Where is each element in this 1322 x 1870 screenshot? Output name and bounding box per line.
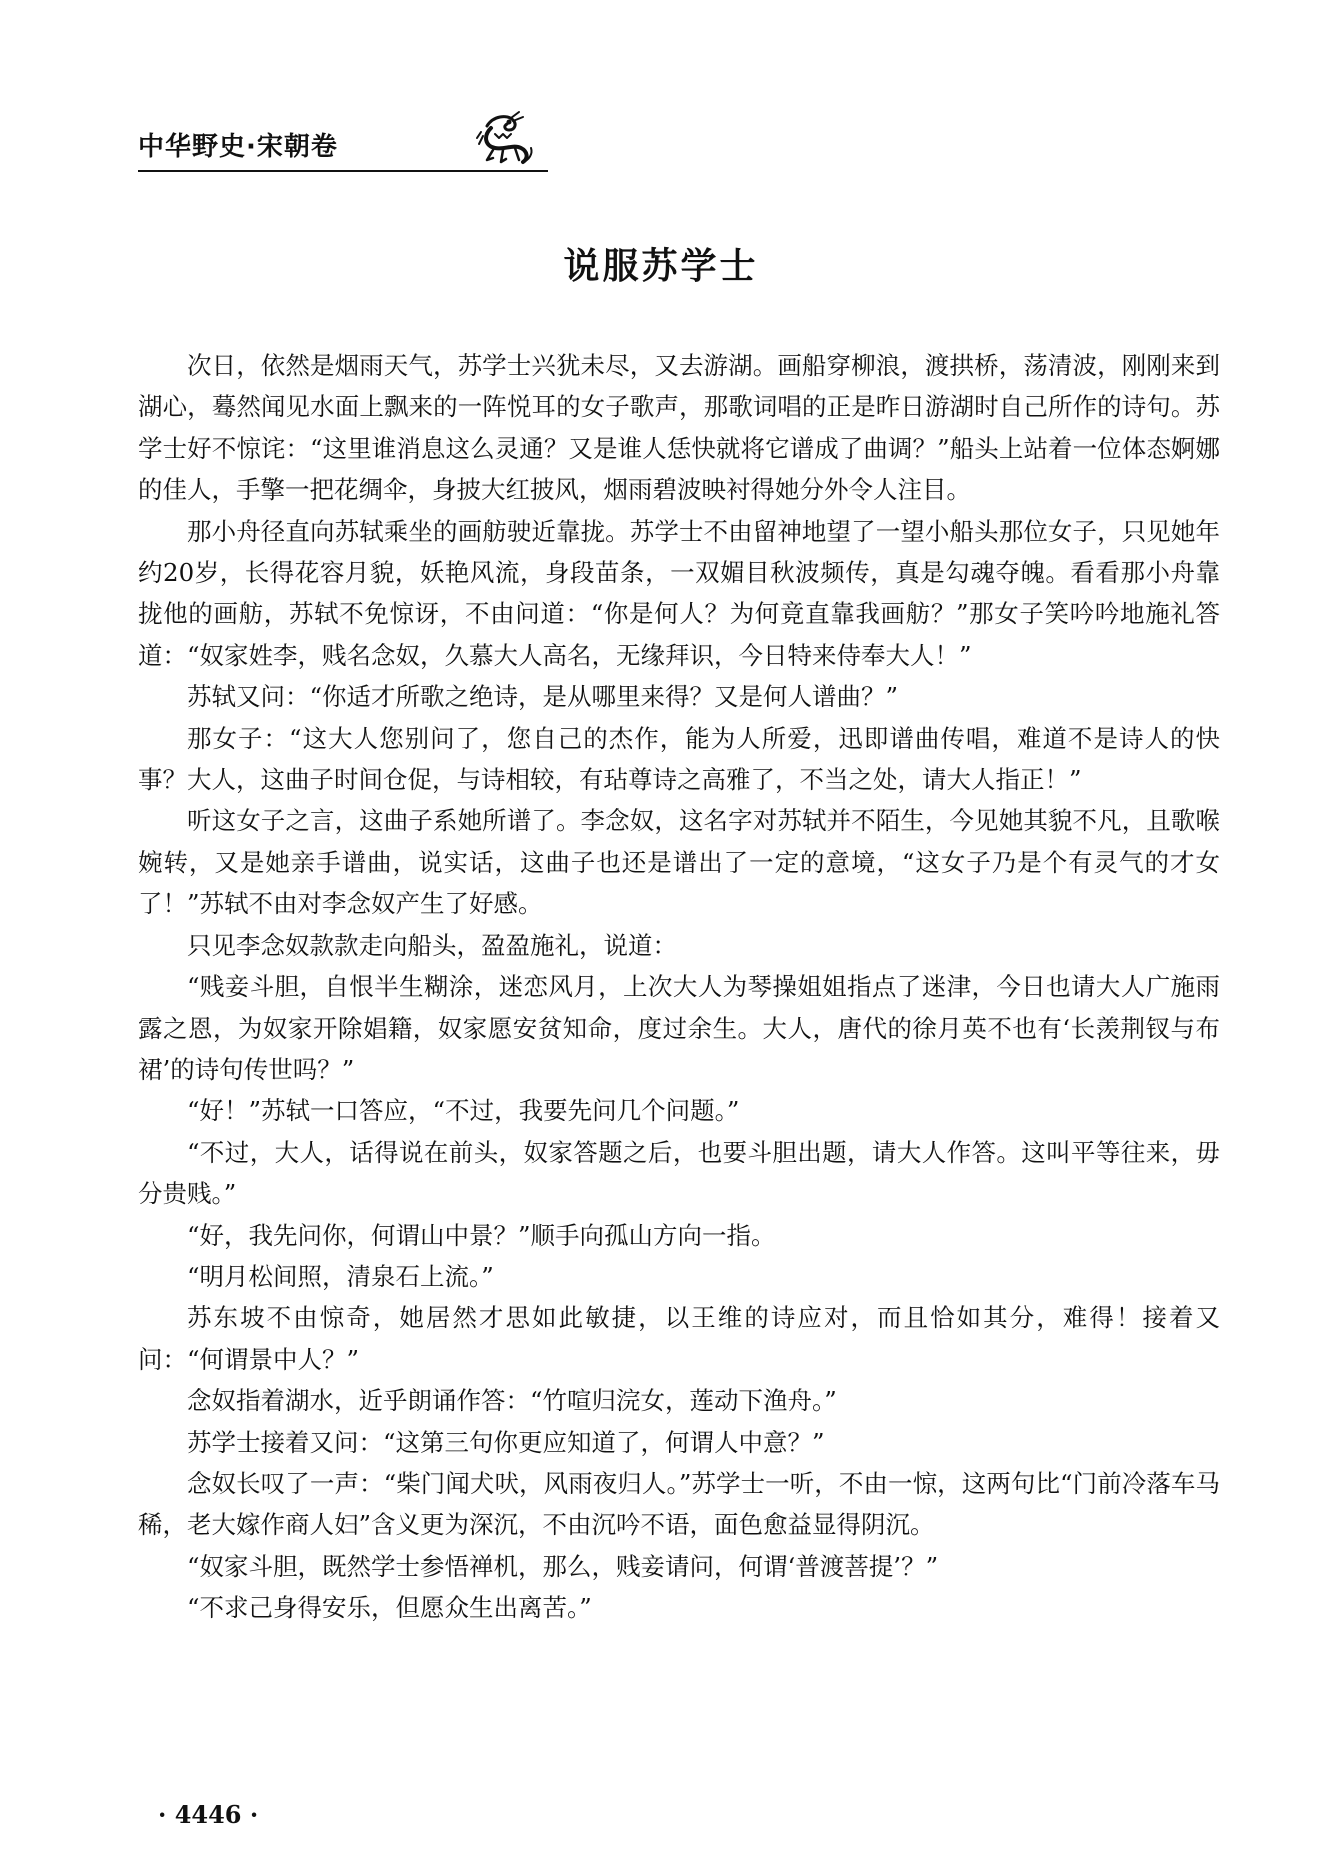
paragraph: “好！”苏轼一口答应，“不过，我要先问几个问题。”: [187, 1096, 740, 1126]
paragraph: 那小舟径直向苏轼乘坐的画舫驶近靠拢。苏学士不由留神地望了一望小船头那位女子，只见她年约20岁，长得花容月貌，妖艳风流，身段苗条，一双媚目秋波频传，真是勾魂夺魄。看看那小舟靠拢他的画舫，苏轼不免惊讶，不由问道：“你是何人？为何竟直靠我画舫？”那女子笑吟吟地施礼答道：“奴家姓李，贱名念奴，久慕大人高名，无缘拜识，今日特来侍奉大人！”: [138, 516, 1220, 670]
dragon-icon: [473, 110, 535, 166]
paragraph: 只见李念奴款款走向船头，盈盈施礼，说道：: [187, 930, 677, 960]
paragraph: “不求己身得安乐，但愿众生出离苦。”: [187, 1593, 592, 1623]
running-header: [138, 118, 548, 170]
paragraph: “不过，大人，话得说在前头，奴家答题之后，也要斗胆出题，请大人作答。这叫平等往来，毋分贵贱。”: [138, 1137, 1220, 1209]
paragraph: 次日，依然是烟雨天气，苏学士兴犹未尽，又去游湖。画船穿柳浪，渡拱桥，荡清波，刚刚来到湖心，蓦然闻见水面上飘来的一阵悦耳的女子歌声，那歌词唱的正是昨日游湖时自己所作的诗句。苏学士好不惊诧：“这里谁消息这么灵通？又是谁人恁快就将它谱成了曲调？”船头上站着一位体态婀娜的佳人，手擎一把花绸伞，身披大红披风，烟雨碧波映衬得她分外令人注目。: [138, 351, 1220, 505]
paragraph: “明月松间照，清泉石上流。”: [187, 1261, 494, 1291]
paragraph: 苏东坡不由惊奇，她居然才思如此敏捷，以王维的诗应对，而且恰如其分，难得！接着又问：“何谓景中人？”: [138, 1303, 1220, 1374]
paragraph: “贱妾斗胆，自恨半生糊涂，迷恋风月，上次大人为琴操姐姐指点了迷津，今日也请大人广施雨露之恩，为奴家开除娼籍，奴家愿安贫知命，度过余生。大人，唐代的徐月英不也有‘长羡荆钗与布裙’的诗句传世吗？”: [138, 972, 1220, 1084]
header-rule: [138, 170, 548, 172]
page-number: · 4446 ·: [158, 1800, 259, 1829]
paragraph: “奴家斗胆，既然学士参悟禅机，那么，贱妾请问，何谓‘普渡菩提’？”: [187, 1551, 939, 1581]
chapter-title: 说服苏学士: [563, 246, 759, 287]
paragraph: 听这女子之言，这曲子系她所谱了。李念奴，这名字对苏轼并不陌生，今见她其貌不凡，且歌喉婉转，又是她亲手谱曲，说实话，这曲子也还是谱出了一定的意境，“这女子乃是个有灵气的才女了！”苏轼不由对李念奴产生了好感。: [138, 806, 1220, 919]
paragraph: 念奴指着湖水，近乎朗诵作答：“竹喧归浣女，莲动下渔舟。”: [187, 1386, 837, 1416]
paragraph: 念奴长叹了一声：“柴门闻犬吠，风雨夜归人。”苏学士一听，不由一惊，这两句比“门前冷落车马稀，老大嫁作商人妇”含义更为深沉，不由沉吟不语，面色愈益显得阴沉。: [138, 1468, 1220, 1540]
body-text: [138, 345, 1220, 1629]
book-title: 中华野史·宋朝卷: [138, 132, 338, 162]
paragraph: 苏轼又问：“你适才所歌之绝诗，是从哪里来得？又是何人谱曲？”: [187, 682, 899, 712]
paragraph: “好，我先问你，何谓山中景？”顺手向孤山方向一指。: [187, 1220, 776, 1250]
paragraph: 苏学士接着又问：“这第三句你更应知道了，何谓人中意？”: [187, 1427, 825, 1457]
paragraph: 那女子：“这大人您别问了，您自己的杰作，能为人所爱，迅即谱曲传唱，难道不是诗人的快事？大人，这曲子时间仓促，与诗相较，有玷尊诗之高雅了，不当之处，请大人指正！”: [138, 723, 1220, 795]
